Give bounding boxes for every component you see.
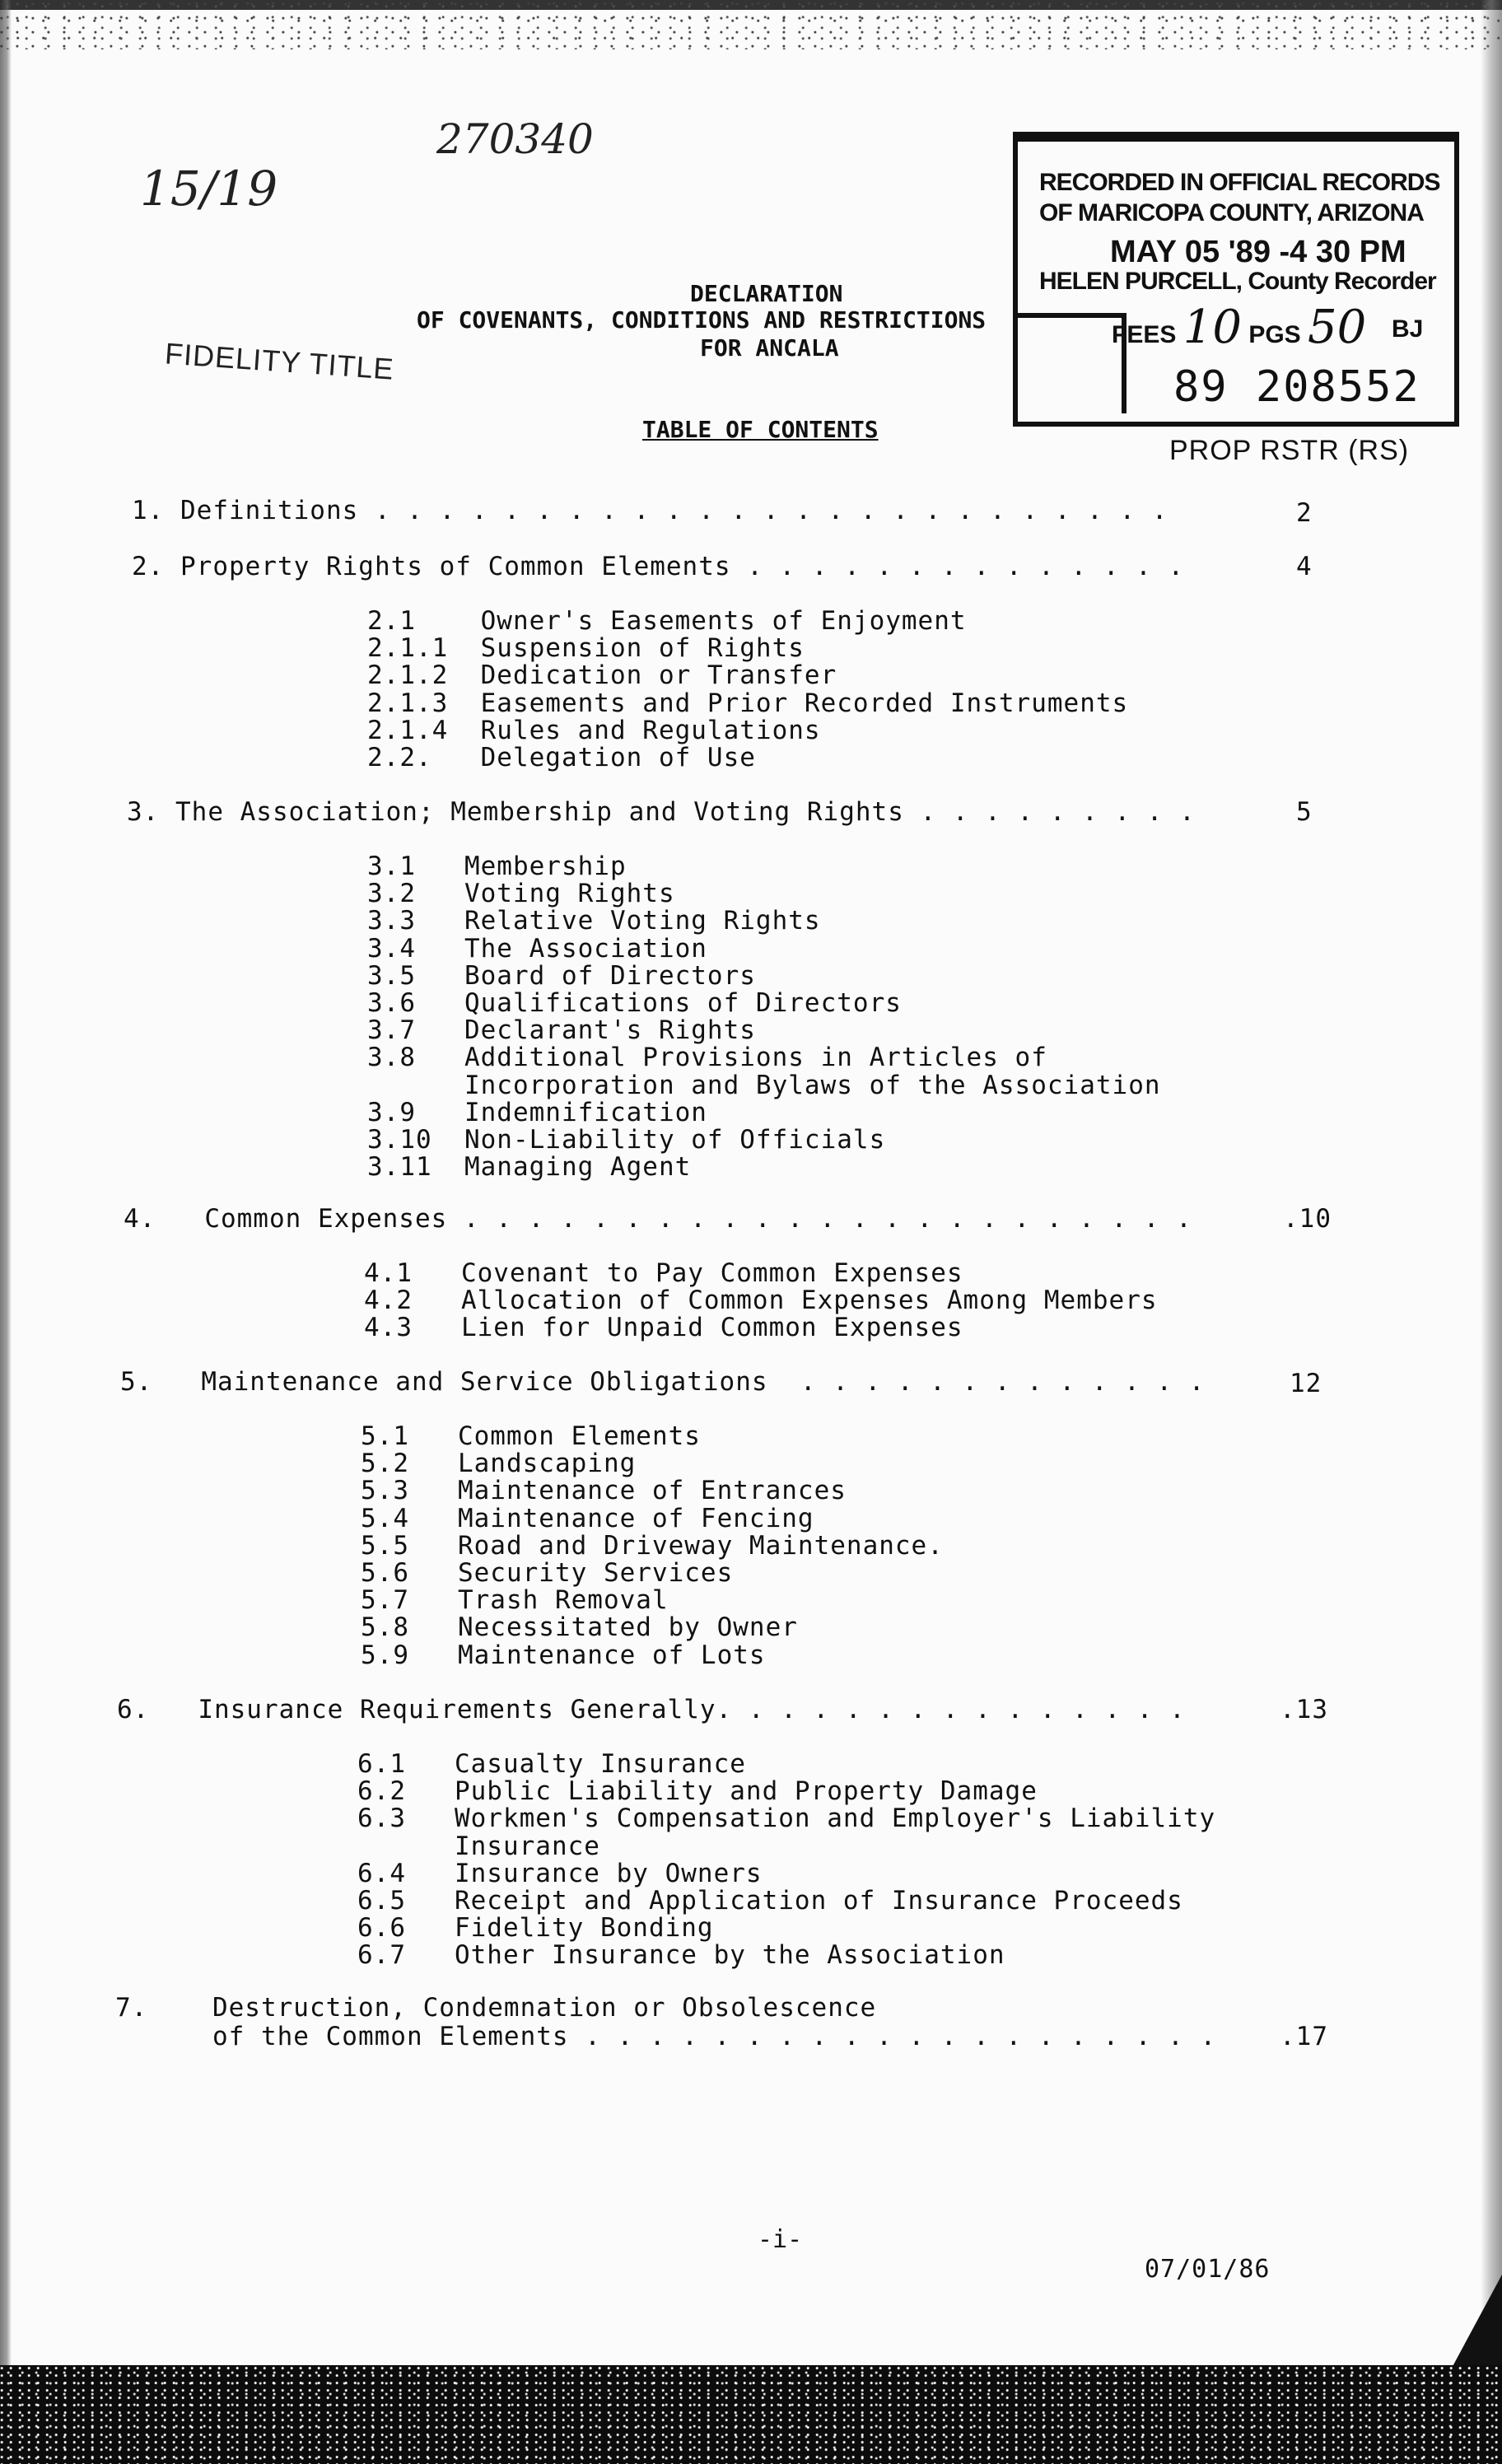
toc-subsection-item: 3.1 Membership <box>367 852 627 881</box>
toc-subsection-item: 3.7 Declarant's Rights <box>367 1015 756 1046</box>
stamp-line-recorded: RECORDED IN OFFICIAL RECORDS <box>1039 169 1440 196</box>
toc-subsection-item: 3.3 Relative Voting Rights <box>367 906 821 936</box>
toc-subsection-item: Insurance <box>357 1831 600 1861</box>
toc-entry-3-page: 5 <box>1296 797 1313 827</box>
stamp-fees-value: 10 <box>1182 301 1242 354</box>
toc-entry-7-page: .17 <box>1280 2022 1328 2051</box>
toc-subsection-item: 2.2. Delegation of Use <box>367 743 756 772</box>
handwritten-recording-code: 270340 <box>436 115 594 163</box>
declaration-title: DECLARATION <box>690 280 843 307</box>
toc-subsection-item: 2.1 Owner's Easements of Enjoyment <box>367 606 967 636</box>
toc-subsection-item: 2.1.1 Suspension of Rights <box>367 633 805 664</box>
fidelity-title-stamp: FIDELITY TITLE <box>163 336 395 386</box>
toc-subsection-item: 5.4 Maintenance of Fencing <box>361 1503 814 1533</box>
toc-subsection-item: 3.11 Managing Agent <box>367 1152 692 1183</box>
toc-entry-2: 2. Property Rights of Common Elements . . . . . . . . . . . . . . <box>132 552 1185 581</box>
stamp-pgs-value: 50 <box>1308 301 1367 354</box>
toc-subsection-item: 2.1.2 Dedication or Transfer <box>367 660 837 691</box>
toc-entry-3: 3. The Association; Membership and Voting Rights . . . . . . . . . <box>127 797 1196 827</box>
toc-entry-7-line2: of the Common Elements . . . . . . . . . . . . . . . . . . . . <box>115 2022 1217 2051</box>
toc-entry-7-line1: 7. Destruction, Condemnation or Obsolescence <box>115 1993 877 2023</box>
toc-subsection-item: 5.6 Security Services <box>361 1558 734 1588</box>
toc-entry-5: 5. Maintenance and Service Obligations . . . . . . . . . . . . . <box>120 1367 1206 1397</box>
toc-subsection-item: 4.2 Allocation of Common Expenses Among Members <box>364 1286 1158 1316</box>
stamp-initials: BJ <box>1392 315 1424 343</box>
toc-subsection-item: 5.8 Necessitated by Owner <box>361 1612 798 1643</box>
toc-subsection-item: 5.1 Common Elements <box>361 1421 701 1451</box>
toc-entry-text: 1. Definitions . . . . . . . . . . . . . . . . . . . . . . . . . <box>132 496 1168 525</box>
toc-subsection-item: 2.1.3 Easements and Prior Recorded Instruments <box>367 688 1129 718</box>
stamp-recorder: HELEN PURCELL, County Recorder <box>1039 268 1436 295</box>
toc-entry-2-page: 4 <box>1296 552 1313 581</box>
stamp-pgs-label: PGS <box>1248 321 1301 348</box>
toc-subsection-item: 3.6 Qualifications of Directors <box>367 988 902 1018</box>
declaration-for: FOR ANCALA <box>700 334 839 362</box>
toc-subsection-item: 5.5 Road and Driveway Maintenance. <box>361 1530 944 1561</box>
page-number: -i- <box>758 2225 803 2254</box>
stamp-fees-label: FEES <box>1112 321 1177 348</box>
scan-noise-bottom <box>0 2365 1502 2464</box>
toc-subsection-item: 5.2 Landscaping <box>361 1449 637 1479</box>
toc-subsection-item: 3.9 Indemnification <box>367 1097 707 1127</box>
toc-entry-6-page: .13 <box>1280 1695 1328 1724</box>
toc-entry-1 <box>132 496 1168 525</box>
toc-subsection-item: 4.3 Lien for Unpaid Common Expenses <box>364 1313 963 1343</box>
stamp-prop-rstr: PROP RSTR (RS) <box>1169 435 1410 466</box>
toc-subsection-item: 3.10 Non-Liability of Officials <box>367 1125 886 1155</box>
toc-subsection-item: 3.8 Additional Provisions in Articles of <box>367 1043 1047 1073</box>
toc-entry-4: 4. Common Expenses . . . . . . . . . . . . . . . . . . . . . . . <box>124 1204 1192 1234</box>
toc-subsection-item: 5.9 Maintenance of Lots <box>361 1640 766 1670</box>
toc-subsection-item: 3.5 Board of Directors <box>367 960 756 991</box>
toc-entry-6: 6. Insurance Requirements Generally. . . . . . . . . . . . . . . <box>117 1695 1186 1724</box>
toc-entry-5-page: 12 <box>1290 1369 1322 1398</box>
toc-subsection-item: 5.7 Trash Removal <box>361 1585 669 1616</box>
declaration-subtitle: OF COVENANTS, CONDITIONS AND RESTRICTIONS <box>417 306 987 334</box>
toc-subsection-item: 6.4 Insurance by Owners <box>357 1858 763 1888</box>
toc-subsection-item: 3.2 Voting Rights <box>367 879 675 909</box>
toc-entry-1-page: 2 <box>1296 498 1313 528</box>
stamp-line-county: OF MARICOPA COUNTY, ARIZONA <box>1039 199 1424 226</box>
stamp-date: MAY 05 '89 -4 30 PM <box>1110 235 1406 269</box>
handwritten-fraction: 15/19 <box>140 161 278 217</box>
stamp-document-number: 89 208552 <box>1173 362 1420 412</box>
toc-subsection-item: 2.1.4 Rules and Regulations <box>367 715 821 745</box>
toc-subsection-item: 6.7 Other Insurance by the Association <box>357 1940 1005 1971</box>
toc-subsection-item: 5.3 Maintenance of Entrances <box>361 1476 847 1506</box>
toc-subsection-item: Incorporation and Bylaws of the Association <box>367 1070 1161 1100</box>
toc-heading: TABLE OF CONTENTS <box>642 416 879 443</box>
toc-subsection-item: 6.2 Public Liability and Property Damage <box>357 1776 1038 1807</box>
toc-entry-4-page: .10 <box>1283 1204 1332 1234</box>
toc-subsection-item: 6.3 Workmen's Compensation and Employer's Liability <box>357 1804 1216 1834</box>
toc-subsection-item: 6.6 Fidelity Bonding <box>357 1913 714 1944</box>
toc-subsection-item: 3.4 The Association <box>367 933 707 964</box>
toc-subsection-item: 4.1 Covenant to Pay Common Expenses <box>364 1258 963 1288</box>
revision-date: 07/01/86 <box>1145 2255 1271 2284</box>
toc-subsection-item: 6.5 Receipt and Application of Insurance Proceeds <box>357 1886 1183 1916</box>
toc-subsection-item: 6.1 Casualty Insurance <box>357 1749 746 1779</box>
